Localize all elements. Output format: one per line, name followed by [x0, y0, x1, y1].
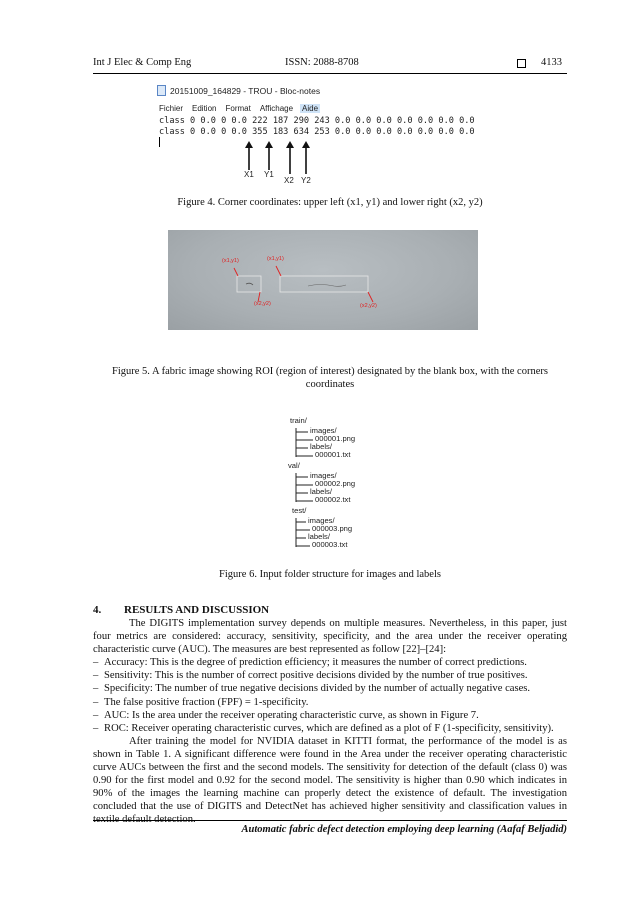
notepad-titlebar: [157, 85, 320, 96]
section-body: [93, 617, 567, 827]
results-paragraph: After training the model for NVIDIA dataset in KITTI format, the performance of the model is as shown in Table 1. A significant difference were found in the Area under the receiver operating characteristic curve AUCs between the first and the second models. The sensitivity for detection of the default (class 0) was 0.90 for the first model and 0.92 for the second model. The sensitivity is higher than 0.90 which indicates in 90% of the images the learning machine can properly detect the existence of default. The investigation concluded that the use of DIGITS and DetectNet has achieved higher sensitivity and classification values in textile default detection.: [93, 735, 567, 826]
coordinate-arrows: [236, 140, 326, 174]
list-item: – Specificity: The number of true negative decisions divided by the number of actually negative cases.: [93, 682, 567, 695]
list-item: – Accuracy: This is the degree of prediction efficiency; it measures the number of correct predictions.: [93, 656, 567, 669]
tree-val-images: images/: [310, 471, 337, 480]
tree-val-label-file: 000002.txt: [315, 495, 351, 504]
arrow-box2-tl: [276, 266, 281, 276]
label-y2: Y2: [301, 176, 311, 185]
defect-mark-1: [246, 283, 253, 285]
label-y1: Y1: [264, 170, 274, 179]
menu-item-aide: Aide: [302, 104, 319, 113]
tree-test-labels: labels/: [308, 532, 330, 541]
journal-name: Int J Elec & Comp Eng: [93, 57, 192, 68]
annotation-line-2: class 0 0.0 0 0.0 355 183 634 253 0.0 0.0 0.0 0.0 0.0 0.0 0.0: [159, 127, 475, 137]
tree-val-labels: labels/: [310, 487, 332, 496]
section-title: RESULTS AND DISCUSSION: [124, 604, 270, 616]
issn: ISSN: 2088-8708: [285, 57, 359, 68]
footer-running-title: Automatic fabric defect detection employing deep learning (Aafaf Beljadid): [241, 824, 567, 835]
arrow-box1-tl: [234, 268, 238, 276]
text-cursor: [159, 137, 160, 147]
page-number: 4133: [541, 57, 562, 68]
tree-test: test/: [292, 506, 307, 515]
list-item: – Sensitivity: This is the number of correct positive decisions divided by the number of true positives.: [93, 669, 567, 682]
menu-item-format: Format: [225, 104, 251, 113]
menu-item-fichier: Fichier: [159, 104, 184, 113]
label-x1: X1: [244, 170, 254, 179]
fabric-label-x1y1-b: (x1,y1): [267, 256, 284, 262]
header-rule: [93, 73, 567, 74]
tree-val-image-file: 000002.png: [315, 479, 356, 488]
notepad-title: 20151009_164829 - TROU - Bloc-notes: [170, 85, 321, 96]
footer-rule: [93, 820, 567, 821]
fabric-label-x2y2-b: (x2,y2): [360, 303, 377, 309]
arrow-box2-br: [368, 292, 373, 302]
figure-5-caption: Figure 5. A fabric image showing ROI (region of interest) designated by the blank box, with the corners coordinates: [112, 366, 548, 390]
arrowhead-x1: [245, 141, 253, 148]
fabric-label-x1y1-a: (x1,y1): [222, 258, 239, 264]
notepad-menu: [159, 104, 329, 113]
menu-item-edition: Edition: [192, 104, 217, 113]
figure-6-folder-tree: [286, 414, 406, 554]
metrics-list: [93, 656, 567, 735]
tree-val: val/: [288, 461, 300, 470]
tree-train-label-file: 000001.txt: [315, 450, 351, 459]
tree-test-image-file: 000003.png: [312, 524, 353, 533]
intro-paragraph: The DIGITS implementation survey depends on multiple measures. Nevertheless, in this paper, just four metrics are considered: accuracy, sensitivity, specificity, and the area under the receiver operating characteristic curve (AUC). The measures are best represented as follow [22]–[24]:: [93, 618, 567, 656]
annotation-line-1: class 0 0.0 0 0.0 222 187 290 243 0.0 0.0 0.0 0.0 0.0 0.0 0.0: [159, 116, 475, 126]
tree-test-images: images/: [308, 516, 335, 525]
tree-train: train/: [290, 416, 307, 425]
section-heading: [93, 604, 269, 616]
figure-5-fabric-image: [168, 230, 478, 330]
arrowhead-y2: [302, 141, 310, 148]
defect-mark-2: [308, 285, 346, 287]
list-item: – AUC: Is the area under the receiver operating characteristic curve, as shown in Figure 7.: [93, 709, 567, 722]
roi-box-2: [280, 276, 368, 292]
arrowhead-x2: [286, 141, 294, 148]
fabric-annotations: [168, 230, 478, 330]
tree-train-labels: labels/: [310, 442, 332, 451]
arrowhead-y1: [265, 141, 273, 148]
menu-item-affichage: Affichage: [259, 104, 294, 113]
section-number: 4.: [93, 604, 102, 616]
notepad-document-icon: [157, 85, 166, 96]
checkbox-icon: [517, 59, 526, 68]
tree-test-label-file: 000003.txt: [312, 540, 348, 549]
list-item: – ROC: Receiver operating characteristic curves, which are defined as a plot of F (1-specificity, sensitivity).: [93, 722, 567, 735]
label-x2: X2: [284, 176, 294, 185]
figure-4-caption: Figure 4. Corner coordinates: upper left (x1, y1) and lower right (x2, y2): [177, 197, 483, 208]
figure-6-caption: Figure 6. Input folder structure for images and labels: [219, 569, 441, 580]
tree-train-images: images/: [310, 426, 337, 435]
tree-train-image-file: 000001.png: [315, 434, 356, 443]
figure-4-notepad: [155, 85, 499, 165]
fabric-label-x2y2-a: (x2,y2): [254, 301, 271, 307]
list-item: – The false positive fraction (FPF) = 1-specificity.: [93, 696, 567, 709]
roi-box-1: [237, 276, 261, 292]
